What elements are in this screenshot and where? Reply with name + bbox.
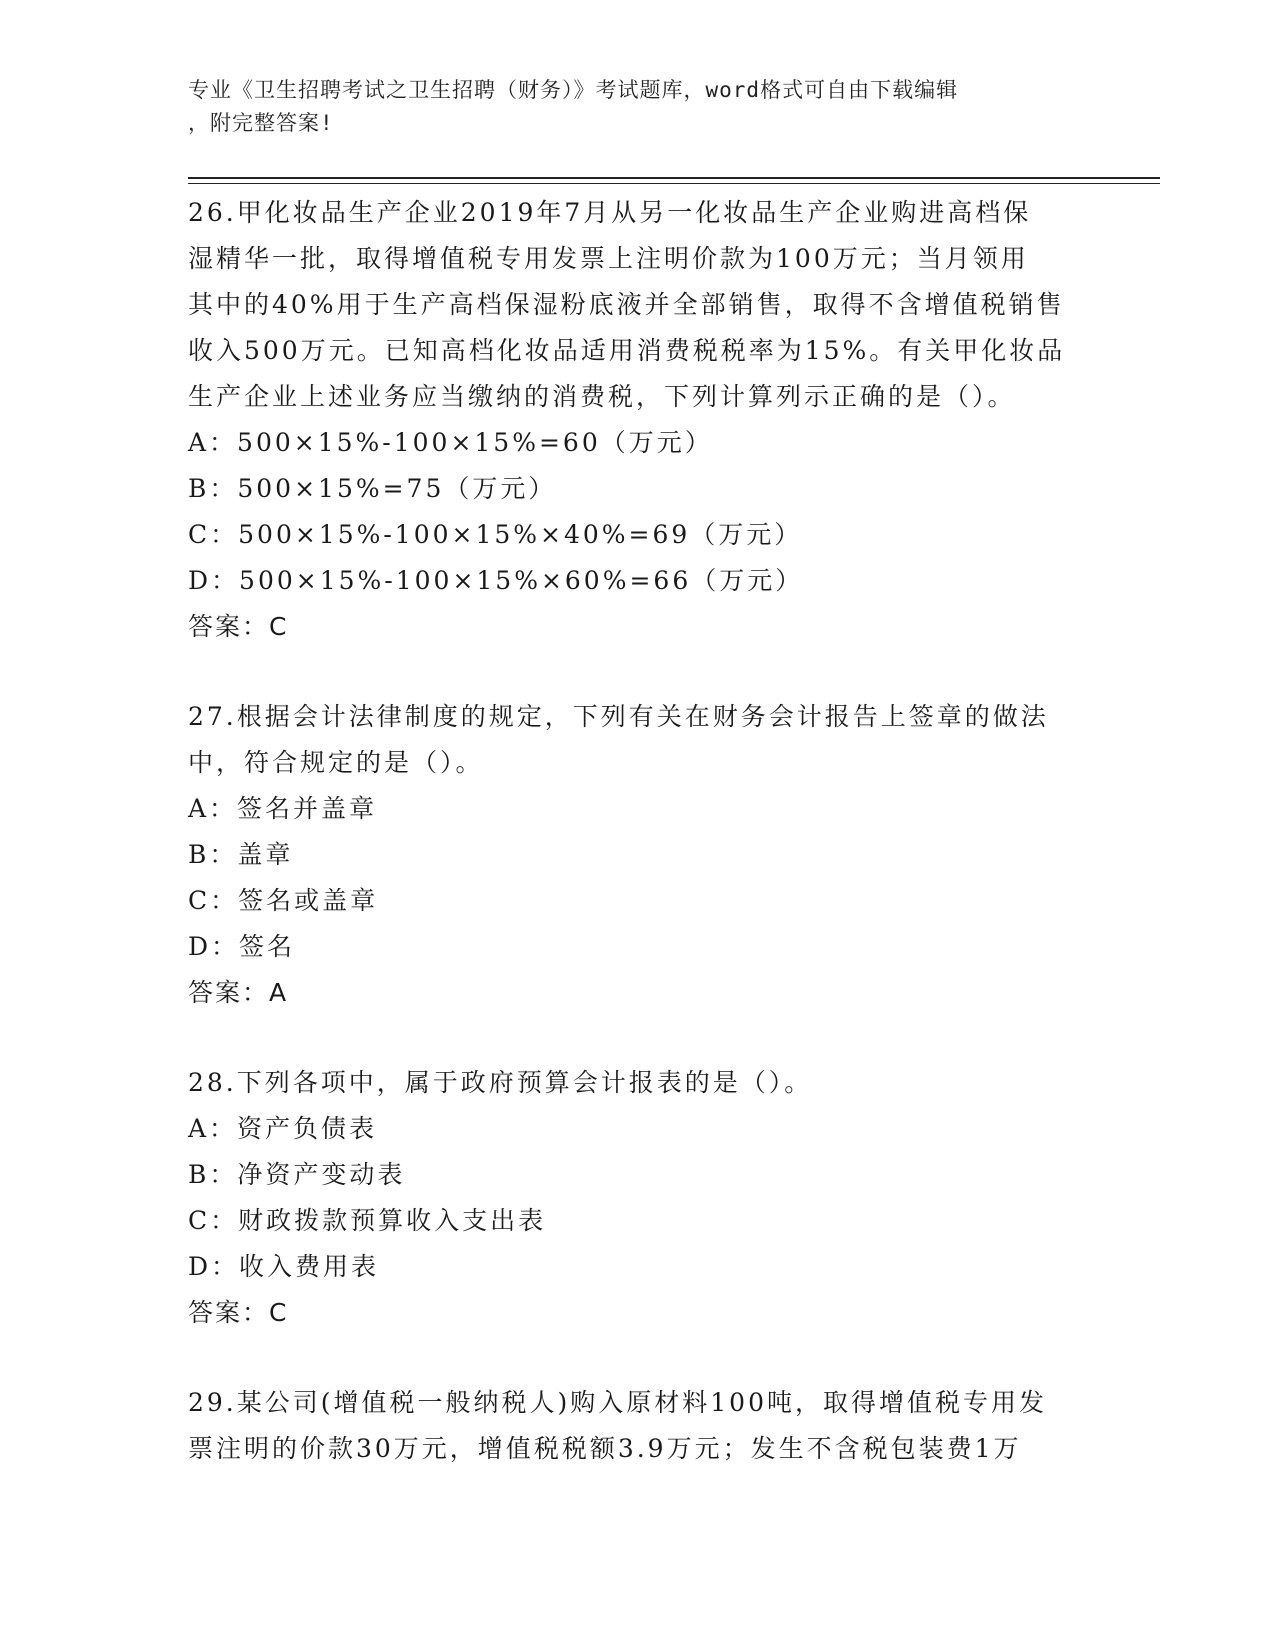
question-spacer xyxy=(188,650,1088,694)
question-stem-line: 28.下列各项中，属于政府预算会计报表的是（）。 xyxy=(188,1068,813,1097)
option-c: C：500×15%-100×15%×40%=69（万元） xyxy=(188,520,803,549)
question-stem-line: 中，符合规定的是（）。 xyxy=(188,748,484,777)
question-stem-line: 29.某公司(增值税一般纳税人)购入原材料100吨，取得增值税专用发 xyxy=(188,1388,1047,1417)
question-stem-line: 26.甲化妆品生产企业2019年7月从另一化妆品生产企业购进高档保 xyxy=(188,198,1032,227)
option-a: A：签名并盖章 xyxy=(188,794,378,823)
question-28 xyxy=(188,1060,1088,1336)
option-d: D：签名 xyxy=(188,932,296,961)
option-c: C：签名或盖章 xyxy=(188,886,379,915)
option-b: B：盖章 xyxy=(188,840,294,869)
question-spacer xyxy=(188,1336,1088,1380)
answer-line: 答案：A xyxy=(188,978,289,1007)
option-a: A：500×15%-100×15%=60（万元） xyxy=(188,428,713,457)
header-line-1: 专业《卫生招聘考试之卫生招聘（财务）》考试题库，word格式可自由下载编辑 xyxy=(188,78,959,102)
option-b: B：500×15%=75（万元） xyxy=(188,474,557,503)
option-b: B：净资产变动表 xyxy=(188,1160,406,1189)
option-d: D：收入费用表 xyxy=(188,1252,380,1281)
question-27 xyxy=(188,694,1088,1016)
question-stem-line: 生产企业上述业务应当缴纳的消费税，下列计算列示正确的是（）。 xyxy=(188,382,1016,411)
question-list xyxy=(188,190,1088,1472)
question-spacer xyxy=(188,1016,1088,1060)
question-stem-line: 其中的40%用于生产高档保湿粉底液并全部销售，取得不含增值税销售 xyxy=(188,290,1065,319)
question-26 xyxy=(188,190,1088,650)
question-stem-line: 湿精华一批，取得增值税专用发票上注明价款为100万元；当月领用 xyxy=(188,244,1029,273)
question-stem-line: 票注明的价款30万元，增值税税额3.9万元；发生不含税包装费1万 xyxy=(188,1434,1022,1463)
header-divider-thick xyxy=(188,177,1160,179)
document-header xyxy=(188,74,1068,140)
header-line-2: ，附完整答案! xyxy=(188,111,334,135)
header-divider-thin xyxy=(188,183,1160,184)
question-29 xyxy=(188,1380,1088,1472)
question-stem-line: 收入500万元。已知高档化妆品适用消费税税率为15%。有关甲化妆品 xyxy=(188,336,1066,365)
answer-line: 答案：C xyxy=(188,612,289,641)
option-d: D：500×15%-100×15%×60%=66（万元） xyxy=(188,566,804,595)
answer-line: 答案：C xyxy=(188,1298,289,1327)
option-a: A：资产负债表 xyxy=(188,1114,378,1143)
question-stem-line: 27.根据会计法律制度的规定，下列有关在财务会计报告上签章的做法 xyxy=(188,702,1049,731)
option-c: C：财政拨款预算收入支出表 xyxy=(188,1206,547,1235)
